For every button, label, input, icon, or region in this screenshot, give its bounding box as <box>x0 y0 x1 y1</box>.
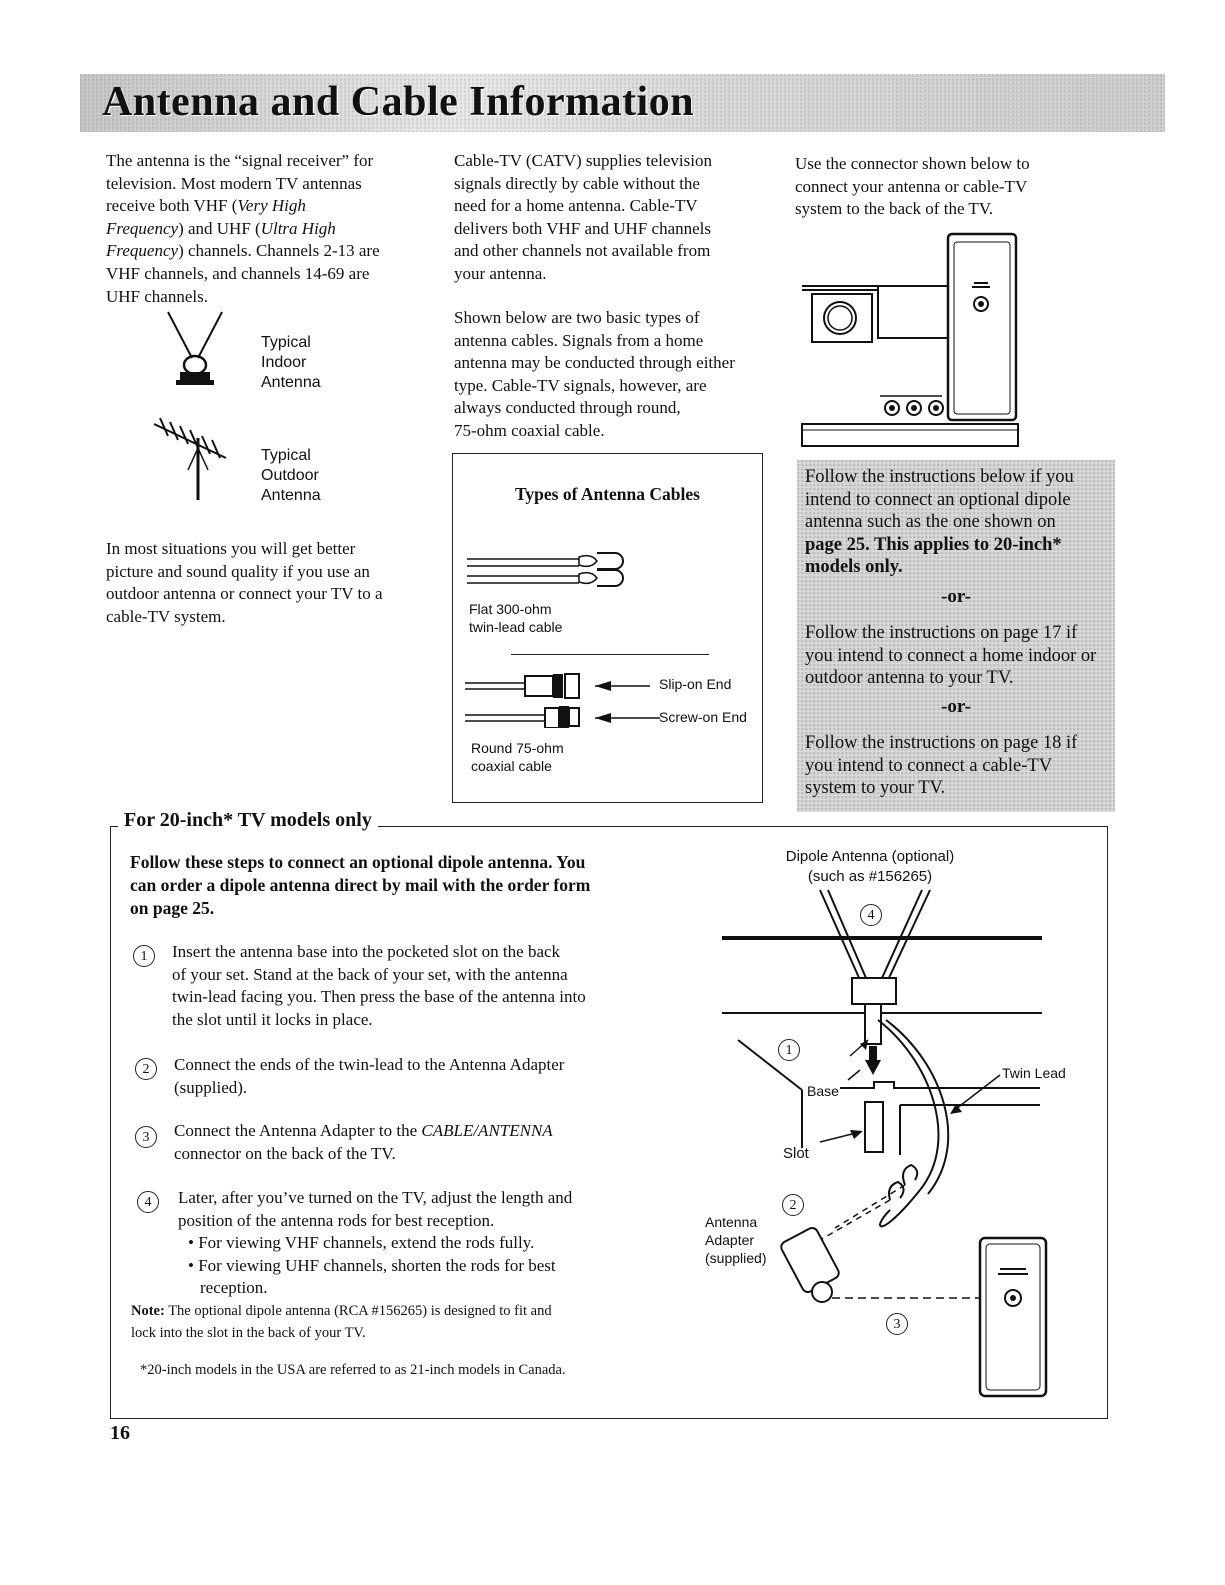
step-3-marker: 3 <box>135 1126 157 1148</box>
step-4-marker: 4 <box>137 1191 159 1213</box>
diagram-callout-1: 1 <box>778 1039 800 1061</box>
cable-types-box <box>452 453 763 803</box>
or-separator: -or- <box>941 696 971 717</box>
text-line: Frequency) channels. Channels 2-13 are <box>106 241 380 261</box>
outdoor-antenna-icon <box>150 418 230 502</box>
diagram-callout-2: 2 <box>782 1194 804 1216</box>
shade-para-3: Follow the instructions on page 18 if you intend to connect a cable-TV system to your TV. <box>805 733 1078 799</box>
footnote: *20-inch models in the USA are referred to as 21-inch models in Canada. <box>140 1362 566 1378</box>
text-line: television. Most modern TV antennas <box>106 173 362 193</box>
text-line: receive both VHF (Very High <box>106 196 306 216</box>
step-1-marker: 1 <box>133 945 155 967</box>
shade-para-1: Follow the instructions below if you intend to connect an optional dipole antenna such as the one shown on page 25. This applies to 20-inch* models only. <box>805 467 1074 578</box>
step-2-text: Connect the ends of the twin-lead to the Antenna Adapter (supplied). <box>174 1055 565 1097</box>
dipole-note: Note: The optional dipole antenna (RCA #156265) is designed to fit and lock into the slot in the back of your TV. <box>131 1303 552 1341</box>
screw-on-end-label: Screw-on End <box>659 709 747 725</box>
dipole-lead-text: Follow these steps to connect an optional dipole antenna. You can order a dipole antenna direct by mail with the order form on page 25. <box>130 852 591 918</box>
shade-para-2: Follow the instructions on page 17 if you intend to connect a home indoor or outdoor antenna to your TV. <box>805 623 1097 689</box>
cable-types-intro: Shown below are two basic types of antenna cables. Signals from a home antenna may be conducted through either type. Cable-TV signals, however, are always conducted through round, 75-ohm coaxial cable. <box>454 308 735 440</box>
or-separator: -or- <box>941 586 971 607</box>
outdoor-antenna-label: Typical Outdoor Antenna <box>261 447 321 504</box>
flat-cable-label: Flat 300-ohm twin-lead cable <box>469 601 563 635</box>
base-label: Base <box>807 1083 839 1099</box>
indoor-antenna-label: Typical Indoor Antenna <box>261 334 321 391</box>
cable-types-title: Types of Antenna Cables <box>515 484 700 504</box>
page-title: Antenna and Cable Information <box>102 79 695 125</box>
coaxial-cable-icon <box>465 668 675 728</box>
text-line: VHF channels, and channels 14-69 are <box>106 263 370 283</box>
header-banner <box>80 74 1165 132</box>
cable-tv-intro: Cable-TV (CATV) supplies television signals directly by cable without the need for a home antenna. Cable-TV delivers both VHF and UHF channels and other channels not available from your antenna. <box>454 151 712 283</box>
flat-twin-lead-cable-icon <box>467 539 637 604</box>
antenna-adapter-label: Antenna Adapter (supplied) <box>705 1214 767 1266</box>
page-number: 16 <box>110 1422 130 1444</box>
diagram-callout-4: 4 <box>860 904 882 926</box>
round-cable-label: Round 75-ohm coaxial cable <box>471 740 564 774</box>
antenna-intro <box>106 150 436 308</box>
dipole-antenna-label: Dipole Antenna (optional) (such as #156265) <box>785 848 955 885</box>
text-line: Frequency) and UHF (Ultra High <box>106 218 336 238</box>
twin-lead-label: Twin Lead <box>1002 1065 1066 1081</box>
slip-on-end-label: Slip-on End <box>659 676 732 692</box>
slot-label: Slot <box>783 1145 809 1162</box>
text-line: The antenna is the “signal receiver” for <box>106 151 374 170</box>
diagram-callout-3: 3 <box>886 1313 908 1335</box>
step-2-marker: 2 <box>135 1058 157 1080</box>
text-line: UHF channels. <box>106 286 208 306</box>
dipole-install-diagram <box>700 880 1060 1400</box>
step-3-text: Connect the Antenna Adapter to the CABLE/ANTENNA connector on the back of the TV. <box>174 1121 553 1163</box>
models-box-title: For 20-inch* TV models only <box>118 809 378 832</box>
tv-back-connector-illustration <box>800 232 1022 454</box>
instructions-shaded-box <box>797 460 1115 812</box>
step-1-text: Insert the antenna base into the pocketed slot on the back of your set. Stand at the back of your set, with the antenna twin-lead facing you. Then press the base of the antenna into the slot until it locks in place. <box>172 942 586 1029</box>
step-4-text: Later, after you’ve turned on the TV, adjust the length and position of the antenna rods for best reception. • For viewing VHF channels, extend the rods fully. • For viewing UHF channels, shorten the rods for best reception. <box>178 1188 573 1298</box>
indoor-antenna-icon <box>160 310 230 400</box>
antenna-recommendation: In most situations you will get better picture and sound quality if you use an outdoor antenna or connect your TV to a cable-TV system. <box>106 539 383 626</box>
connector-intro: Use the connector shown below to connect your antenna or cable-TV system to the back of the TV. <box>795 154 1030 219</box>
divider <box>511 654 709 655</box>
